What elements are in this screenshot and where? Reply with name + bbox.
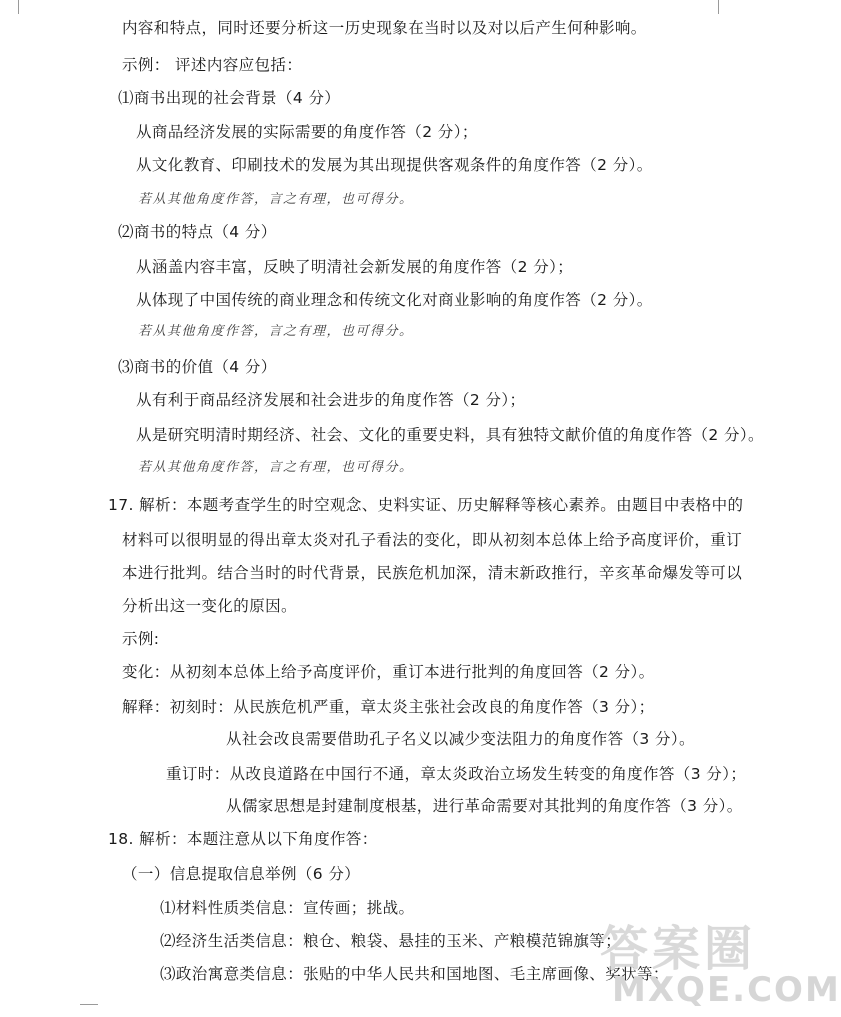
text-line: ⑵经济生活类信息：粮仓、粮袋、悬挂的玉米、产粮模范锦旗等；: [160, 932, 622, 950]
text-line: 分析出这一变化的原因。: [122, 597, 297, 615]
text-line: 重订时：从改良道路在中国行不通，章太炎政治立场发生转变的角度作答（3 分）；: [166, 765, 747, 783]
handwritten-note: 若从其他角度作答，言之有理，也可得分。: [138, 460, 414, 475]
text-line: 内容和特点，同时还要分析这一历史现象在当时以及对以后产生何种影响。: [122, 19, 647, 37]
text-line: 从有利于商品经济发展和社会进步的角度作答（2 分）；: [136, 391, 526, 409]
text-line: 从体现了中国传统的商业理念和传统文化对商业影响的角度作答（2 分）。: [136, 291, 653, 309]
item-heading: ⑵商书的特点（4 分）: [118, 223, 277, 241]
text-line: 示例:: [122, 630, 160, 648]
text-line: ⑶政治寓意类信息：张贴的中华人民共和国地图、毛主席画像、奖状等；: [160, 965, 669, 983]
question-18-heading: 18. 解析：本题注意从以下角度作答：: [108, 830, 378, 848]
question-17-heading: 17. 解析：本题考查学生的时空观念、史料实证、历史解释等核心素养。由题目中表格中的: [108, 496, 744, 514]
text-line: 解释：初刻时：从民族危机严重，章太炎主张社会改良的角度作答（3 分）；: [122, 698, 655, 716]
watermark-url-text: MXQE.COM: [612, 970, 841, 1010]
text-line: ⑴材料性质类信息：宣传画；挑战。: [160, 899, 415, 917]
text-line: 本进行批判。结合当时的时代背景，民族危机加深，清末新政推行，辛亥革命爆发等可以: [122, 564, 743, 582]
watermark-main-text: 答案圈: [600, 921, 757, 977]
handwritten-note: 若从其他角度作答，言之有理，也可得分。: [138, 192, 414, 207]
text-line: 从涵盖内容丰富，反映了明清社会新发展的角度作答（2 分）；: [136, 258, 574, 276]
handwritten-note: 若从其他角度作答，言之有理，也可得分。: [138, 324, 414, 339]
crop-mark-top-left: [18, 0, 19, 14]
item-heading: ⑴商书出现的社会背景（4 分）: [118, 89, 341, 107]
text-line: 示例： 评述内容应包括：: [122, 56, 303, 74]
text-line: 从社会改良需要借助孔子名义以减少变法阻力的角度作答（3 分）。: [226, 730, 695, 748]
text-line: 从商品经济发展的实际需要的角度作答（2 分）；: [136, 123, 478, 141]
text-line: （一）信息提取信息举例（6 分）: [122, 865, 361, 883]
crop-mark-top-right: [718, 0, 719, 14]
text-line: 材料可以很明显的得出章太炎对孔子看法的变化，即从初刻本总体上给予高度评价，重订: [122, 531, 743, 549]
text-line: 从儒家思想是封建制度根基，进行革命需要对其批判的角度作答（3 分）。: [226, 797, 743, 815]
text-line: 从文化教育、印刷技术的发展为其出现提供客观条件的角度作答（2 分）。: [136, 156, 653, 174]
text-line: 变化：从初刻本总体上给予高度评价，重订本进行批判的角度回答（2 分）。: [122, 663, 655, 681]
text-line: 从是研究明清时期经济、社会、文化的重要史料，具有独特文献价值的角度作答（2 分）。: [136, 426, 764, 444]
crop-mark-bottom-left: [80, 1004, 98, 1005]
item-heading: ⑶商书的价值（4 分）: [118, 358, 277, 376]
